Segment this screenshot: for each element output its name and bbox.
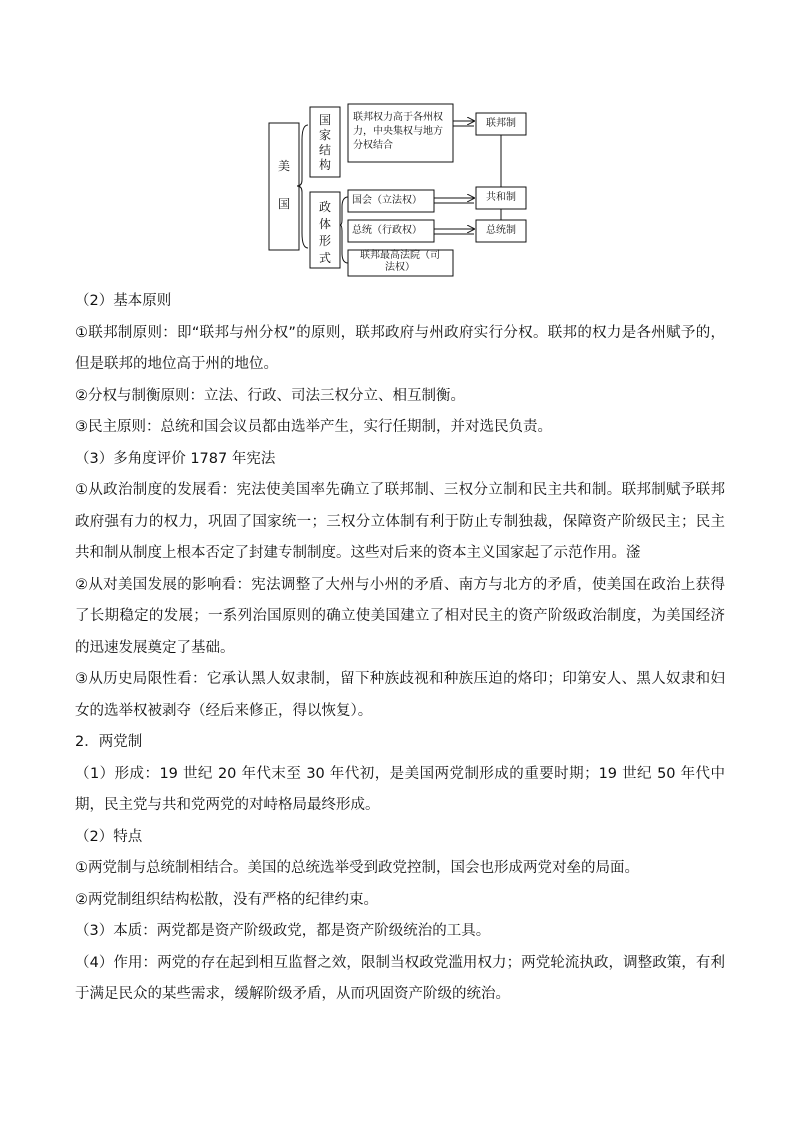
paragraph-features-heading: （2）特点 [75,828,143,845]
gov-form-char-3: 形 [318,234,331,248]
usa-box [269,123,299,250]
structure-char-3: 结 [318,143,331,157]
paragraph-democratic-principle: ③民主原则：总统和国会议员都由选举产生，实行任期制，并对选民负责。 [75,419,552,435]
paragraph-basic-principles: （2）基本原则 [75,293,172,309]
paragraph-historical-limits: ③从历史局限性看：它承认黑人奴隶制，留下种族歧视和种族压迫的烙印；印第安人、黑人奴隶和妇女的选举权被剥夺（经后来修正，得以恢复）。 [75,671,725,719]
paragraph-essence: （3）本质：两党都是资产阶级政党，都是资产阶级统治的工具。 [75,923,491,939]
paragraph-federal-principle: ①联邦制原则：即“联邦与州分权”的原则，联邦政府与州政府实行分权。联邦的权力是各州赋予的，但是联邦的地位高于州的地位。 [75,324,725,372]
usa-char-2: 国 [277,197,290,211]
paragraph-political-system: ①从政治制度的发展看：宪法使美国率先确立了联邦制、三权分立制和民主共和制。联邦制赋予联邦政府强有力的权力，巩固了国家统一；三权分立体制有利于防止专制独裁，保障资产阶级民主；民主共和制从制度上根本否定了封建专制制度。这些对后来的资本主义国家起了示范作用。滏 [75,482,725,561]
usa-char-1: 美 [277,159,290,173]
paragraph-evaluation-heading: （3）多角度评价 1787 年宪法 [75,450,276,467]
paragraph-formation: （1）形成：19 世纪 20 年代末至 30 年代初，是美国两党制形成的重要时期；19 世纪 50 年代中期，民主党与共和党两党的对峙格局最终形成。 [75,765,725,813]
structure-char-2: 家 [318,128,331,142]
paragraph-us-development: ②从对美国发展的影响看：宪法调整了大州与小州的矛盾、南方与北方的矛盾，使美国在政治上获得了长期稳定的发展；一系列治国原则的确立使美国建立了相对民主的资产阶级政治制度，为美国经济的迅速发展奠定了基础。 [75,576,725,656]
paragraph-two-party-heading: 2．两党制 [75,734,143,750]
gov-form-char-2: 体 [318,217,331,231]
paragraph-role: （4）作用：两党的存在起到相互监督之效，限制当权政党滥用权力；两党轮流执政，调整政策，有利于满足民众的某些需求，缓解阶级矛盾，从而巩固资产阶级的统治。 [75,954,725,1002]
presidential-label: 总统制 [486,225,516,236]
paragraph-feature-1: ①两党制与总统制相结合。美国的总统选举受到政党控制，国会也形成两党对垒的局面。 [75,860,639,876]
us-political-system-diagram [260,95,540,280]
document-body [75,286,725,1011]
federal-power-text: 联邦权力高于各州权力，中央集权与地方分权结合 [353,112,443,151]
paragraph-checks-balances: ②分权与制衡原则：立法、行政、司法三权分立、相互制衡。 [75,387,465,404]
republic-label: 共和制 [486,192,516,203]
paragraph-feature-2: ②两党制组织结构松散，没有严格的纪律约束。 [75,891,378,908]
gov-form-char-1: 政 [318,200,331,214]
congress-label: 国会（立法权） [352,195,422,206]
structure-char-4: 构 [318,158,331,172]
court-label: 联邦最高法院（司法权） [360,250,440,273]
president-label: 总统（行政权） [352,225,422,236]
federal-system-label: 联邦制 [486,118,516,129]
gov-brace [340,197,348,263]
gov-form-char-4: 式 [318,251,331,265]
structure-char-1: 国 [318,113,331,127]
